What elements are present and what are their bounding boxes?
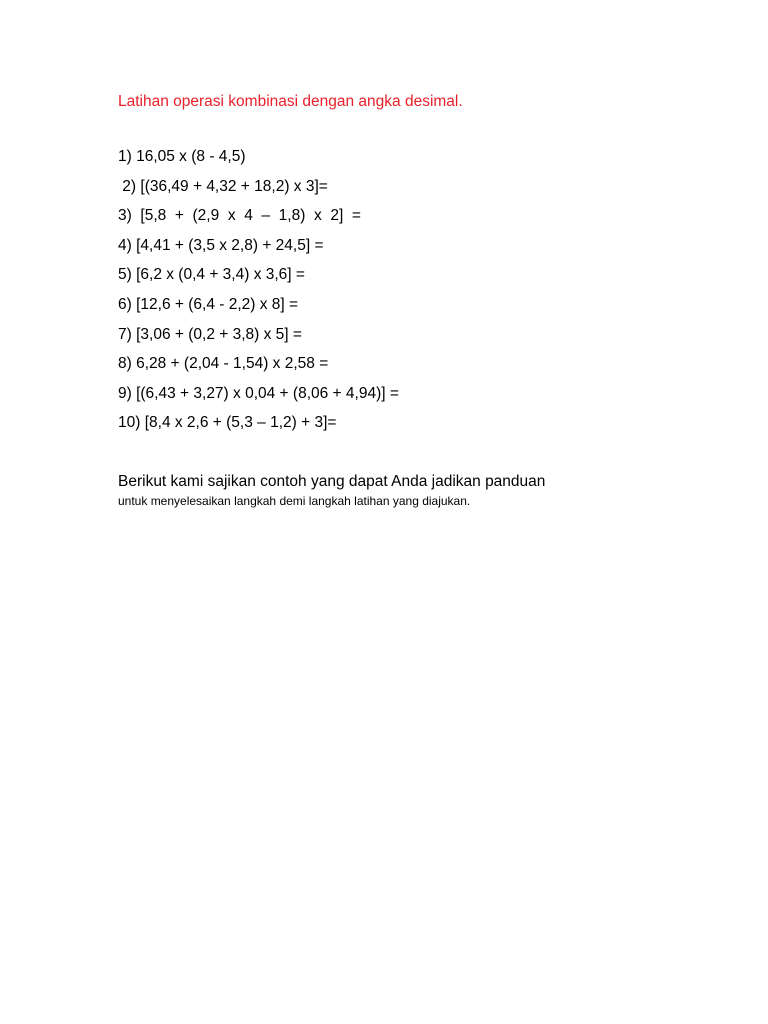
problem-item: 7) [3,06 + (0,2 + 3,8) x 5] =	[118, 325, 302, 343]
problem-item: 6) [12,6 + (6,4 - 2,2) x 8] =	[118, 295, 299, 313]
document-title: Latihan operasi kombinasi dengan angka desimal.	[118, 93, 463, 110]
problem-item: 2) [(36,49 + 4,32 + 18,2) x 3]=	[118, 177, 328, 195]
problem-item: 1) 16,05 x (8 - 4,5)	[118, 148, 246, 165]
guidance-intro: Berikut kami sajikan contoh yang dapat Anda jadikan panduan	[118, 473, 546, 490]
problem-item: 9) [(6,43 + 3,27) x 0,04 + (8,06 + 4,94)] =	[118, 384, 399, 402]
problem-item: 8) 6,28 + (2,04 - 1,54) x 2,58 =	[118, 355, 329, 373]
problem-item: 5) [6,2 x (0,4 + 3,4) x 3,6] =	[118, 266, 305, 284]
guidance-subtext: untuk menyelesaikan langkah demi langkah latihan yang diajukan.	[118, 494, 471, 508]
problem-item: 10) [8,4 x 2,6 + (5,3 – 1,2) + 3]=	[118, 414, 337, 432]
problem-item: 3) [5,8 + (2,9 x 4 – 1,8) x 2] =	[118, 207, 361, 225]
problem-list	[118, 147, 399, 443]
problem-item: 4) [4,41 + (3,5 x 2,8) + 24,5] =	[118, 236, 324, 254]
